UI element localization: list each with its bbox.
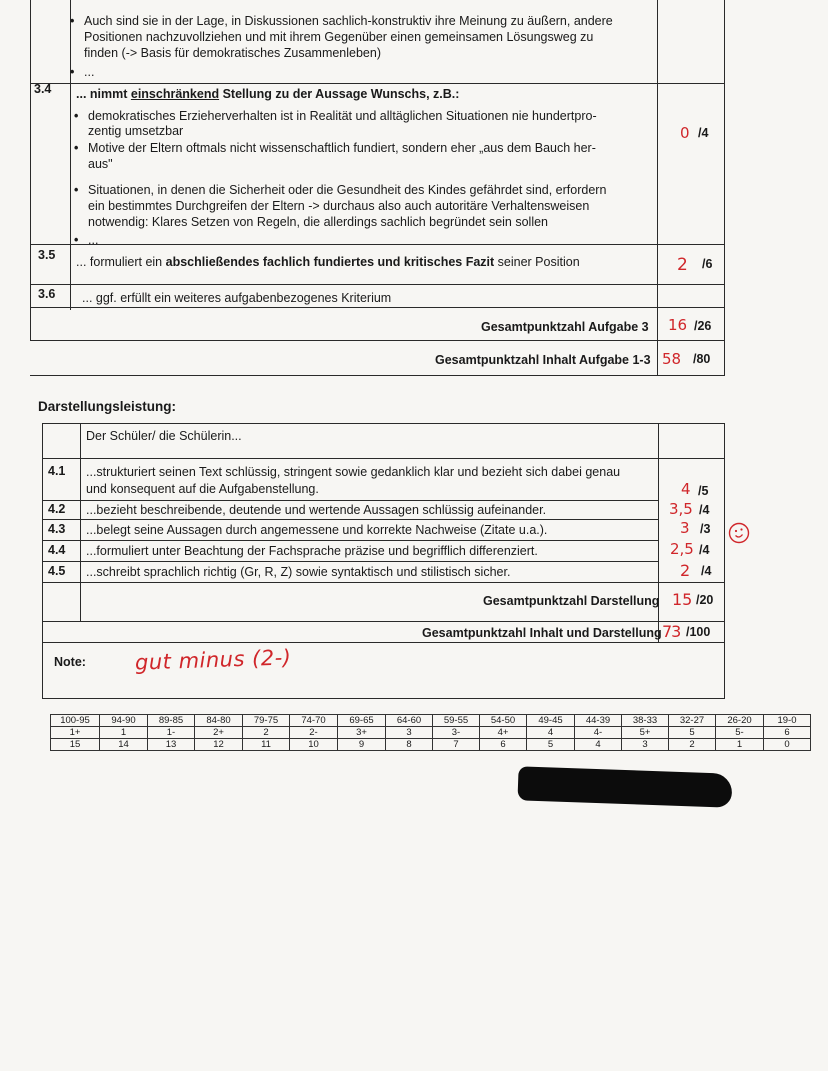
d-rule-43: [42, 519, 659, 520]
total-darstellung-score: 15: [672, 590, 693, 609]
grade-range-cell: 74-70: [290, 715, 338, 727]
grade-note-cell: 4+: [480, 727, 527, 739]
text-3-3-line1: Auch sind sie in der Lage, in Diskussionen sachlich-konstruktiv ihre Meinung zu äußern, andere: [84, 14, 613, 28]
max-4-5: /4: [701, 564, 712, 578]
total-all-label: Gesamtpunktzahl Inhalt und Darstellung: [422, 626, 662, 640]
grade-points-row: [51, 739, 811, 751]
d-rule-top: [42, 423, 725, 424]
row-number-3-6: 3.6: [38, 287, 56, 301]
grade-range-cell: 69-65: [338, 715, 386, 727]
grade-points-cell: 12: [195, 739, 243, 751]
score-3-5: 2: [677, 255, 688, 275]
d-rule-note: [42, 642, 725, 643]
c35-bold: abschließendes fachlich fundiertes und kritisches Fazit: [165, 255, 495, 269]
grade-note-cell: 5+: [622, 727, 669, 739]
max-3-4: /4: [698, 126, 709, 140]
c34-pre: ... nimmt: [76, 87, 131, 101]
row-number-3-4: 3.4: [34, 82, 52, 96]
criterion-3-5: [76, 254, 580, 270]
grade-range-cell: 84-80: [195, 715, 243, 727]
d-score-divider: [658, 423, 659, 642]
row-number-4-5: 4.5: [48, 564, 66, 578]
grade-points-cell: 2: [669, 739, 716, 751]
grade-scale-table: [50, 714, 811, 751]
bullet-3-3-last: [84, 13, 613, 29]
grade-note-cell: 2-: [290, 727, 338, 739]
grade-range-cell: 19-0: [764, 715, 811, 727]
darstellung-intro: Der Schüler/ die Schülerin...: [86, 429, 242, 443]
grade-note-cell: 3: [386, 727, 433, 739]
note-label: Note:: [54, 655, 86, 669]
grade-points-cell: 15: [51, 739, 100, 751]
grade-note-cell: 3+: [338, 727, 386, 739]
row-number-4-1: 4.1: [48, 464, 66, 478]
grade-note-cell: 2+: [195, 727, 243, 739]
table3-score-divider: [657, 0, 658, 375]
table3-rule-bottom: [30, 375, 725, 376]
criterion-4-1-line1: ...strukturiert seinen Text schlüssig, stringent sowie gedanklich klar und bezieht sich dabei genau: [86, 465, 621, 479]
d-rule-42: [42, 500, 659, 501]
grade-points-cell: 1: [716, 739, 764, 751]
d-right-border: [724, 423, 725, 698]
table3-rule-36b: [30, 307, 725, 308]
table3-number-divider: [70, 0, 71, 310]
grade-note-cell: 1+: [51, 727, 100, 739]
d-rule-45b: [42, 582, 725, 583]
grade-note-cell: 3-: [433, 727, 480, 739]
grade-points-cell: 11: [243, 739, 290, 751]
redaction-mark: [517, 766, 732, 807]
grade-points-cell: 5: [527, 739, 575, 751]
d-rule-bottom: [42, 698, 725, 699]
smiley-icon: [727, 521, 751, 545]
c34-b3-l3: notwendig: Klares Setzen von Regeln, die allerdings sachlich begründet sein sollen: [88, 215, 549, 229]
grade-note-cell: 6: [764, 727, 811, 739]
grade-note-cell: 5-: [716, 727, 764, 739]
criterion-4-1-line2: und konsequent auf die Aufgabenstellung.: [86, 482, 319, 496]
grade-range-cell: 26-20: [716, 715, 764, 727]
criterion-4-4: ...formuliert unter Beachtung der Fachsprache präzise und begrifflich differenziert.: [86, 544, 538, 558]
grade-note-cell: 4: [527, 727, 575, 739]
total-all-max: /100: [686, 625, 711, 639]
grade-points-cell: 3: [622, 739, 669, 751]
grade-range-cell: 64-60: [386, 715, 433, 727]
table3-right-border: [724, 0, 725, 375]
score-4-2: 3,5: [669, 500, 693, 518]
max-4-3: /3: [700, 522, 711, 536]
bullet-ellipsis-34: [88, 232, 98, 248]
ellipsis-text: ...: [84, 65, 95, 79]
total-darstellung-max: /20: [696, 593, 714, 607]
total-3-label: Gesamtpunktzahl Aufgabe 3: [481, 320, 649, 334]
score-4-3: 3: [680, 519, 690, 537]
row-number-3-5: 3.5: [38, 248, 56, 262]
grade-note-cell: 4-: [575, 727, 622, 739]
ellipsis-text: ...: [88, 233, 99, 247]
total-1-3-score: 58: [662, 350, 682, 368]
bullet-ellipsis-33: [84, 64, 94, 80]
text-3-3-line2: Positionen nachzuvollziehen und mit ihrem Gegenüber einen gemeinsamen Lösungsweg zu: [84, 30, 594, 44]
grade-range-cell: 44-39: [575, 715, 622, 727]
c34-underlined: einschränkend: [130, 87, 220, 101]
row-number-4-4: 4.4: [48, 543, 66, 557]
grade-note-cell: 5: [669, 727, 716, 739]
note-handwritten: gut minus (2-): [134, 645, 292, 675]
grade-range-cell: 54-50: [480, 715, 527, 727]
grade-note-cell: 1-: [148, 727, 195, 739]
criterion-3-6: ... ggf. erfüllt ein weiteres aufgabenbezogenes Kriterium: [82, 291, 392, 305]
total-3-max: /26: [694, 319, 712, 333]
grade-ranges-row: [51, 715, 811, 727]
grade-points-cell: 6: [480, 739, 527, 751]
total-3-score: 16: [668, 316, 688, 334]
total-1-3-max: /80: [693, 352, 711, 366]
table3-rule-total3: [30, 340, 725, 341]
score-4-4: 2,5: [670, 540, 694, 558]
grade-points-cell: 7: [433, 739, 480, 751]
grade-range-cell: 79-75: [243, 715, 290, 727]
total-1-3-label: Gesamtpunktzahl Inhalt Aufgabe 1-3: [435, 353, 651, 367]
grade-range-cell: 100-95: [51, 715, 100, 727]
c35-pre: ... formuliert ein: [76, 255, 166, 269]
table3-left-border: [30, 0, 31, 340]
grade-range-cell: 59-55: [433, 715, 480, 727]
criterion-4-2: ...bezieht beschreibende, deutende und wertende Aussagen schlüssig aufeinander.: [86, 503, 547, 517]
c34-b2-l1: Motive der Eltern oftmals nicht wissenschaftlich fundiert, sondern eher „aus dem Bauch her-: [88, 141, 596, 155]
d-rule-total: [42, 621, 725, 622]
row-number-4-2: 4.2: [48, 502, 66, 516]
d-rule-41: [42, 458, 725, 459]
total-darstellung-label: Gesamtpunktzahl Darstellung: [483, 594, 660, 608]
criterion-4-5: ...schreibt sprachlich richtig (Gr, R, Z) sowie syntaktisch und stilistisch sicher.: [86, 565, 511, 579]
score-3-4: 0: [680, 124, 690, 142]
bullet-3-4-2: [88, 140, 596, 156]
grade-points-cell: 13: [148, 739, 195, 751]
c34-b2-l2: aus": [88, 157, 113, 171]
grade-points-cell: 0: [764, 739, 811, 751]
d-rule-44: [42, 540, 659, 541]
darstellung-heading: Darstellungsleistung:: [38, 399, 177, 414]
bullet-3-4-3: [88, 182, 606, 198]
grade-points-cell: 8: [386, 739, 433, 751]
c34-post: Stellung zu der Aussage Wunschs, z.B.:: [219, 87, 460, 101]
c35-post: seiner Position: [494, 255, 580, 269]
max-4-2: /4: [699, 503, 710, 517]
d-number-divider: [80, 423, 81, 621]
score-4-1: 4: [681, 480, 691, 498]
grade-points-cell: 4: [575, 739, 622, 751]
max-4-4: /4: [699, 543, 710, 557]
c34-b1-l2: zentig umsetzbar: [88, 124, 184, 138]
text-3-3-line3: finden (-> Basis für demokratisches Zusammenleben): [84, 46, 382, 60]
grade-note-cell: 2: [243, 727, 290, 739]
score-4-5: 2: [680, 561, 691, 580]
c34-b1-l1: demokratisches Erzieherverhalten ist in Realität und alltäglichen Situationen nie hundertpro-: [88, 109, 597, 123]
row-number-4-3: 4.3: [48, 522, 66, 536]
c34-b3-l1: Situationen, in denen die Sicherheit oder die Gesundheit des Kindes gefährdet sind, erfordern: [88, 183, 607, 197]
grade-notes-row: [51, 727, 811, 739]
c34-b3-l2: ein bestimmtes Durchgreifen der Eltern -> durchaus also auch autoritäre Verhaltensweisen: [88, 199, 590, 213]
d-rule-45: [42, 561, 659, 562]
table3-rule-36: [30, 284, 725, 285]
max-4-1: /5: [698, 484, 709, 498]
max-3-5: /6: [702, 257, 713, 271]
grade-points-cell: 10: [290, 739, 338, 751]
grade-points-cell: 9: [338, 739, 386, 751]
grade-range-cell: 89-85: [148, 715, 195, 727]
grade-range-cell: 38-33: [622, 715, 669, 727]
grade-range-cell: 32-27: [669, 715, 716, 727]
table3-rule-35: [30, 244, 725, 245]
grade-note-cell: 1: [100, 727, 148, 739]
grade-range-cell: 49-45: [527, 715, 575, 727]
bullet-3-4-1: [88, 108, 597, 124]
total-all-score: 73: [662, 622, 681, 641]
criterion-4-3: ...belegt seine Aussagen durch angemessene und korrekte Nachweise (Zitate u.a.).: [86, 523, 548, 537]
grade-points-cell: 14: [100, 739, 148, 751]
criterion-3-4: [76, 86, 459, 102]
table3-rule-34: [30, 83, 725, 84]
grade-range-cell: 94-90: [100, 715, 148, 727]
